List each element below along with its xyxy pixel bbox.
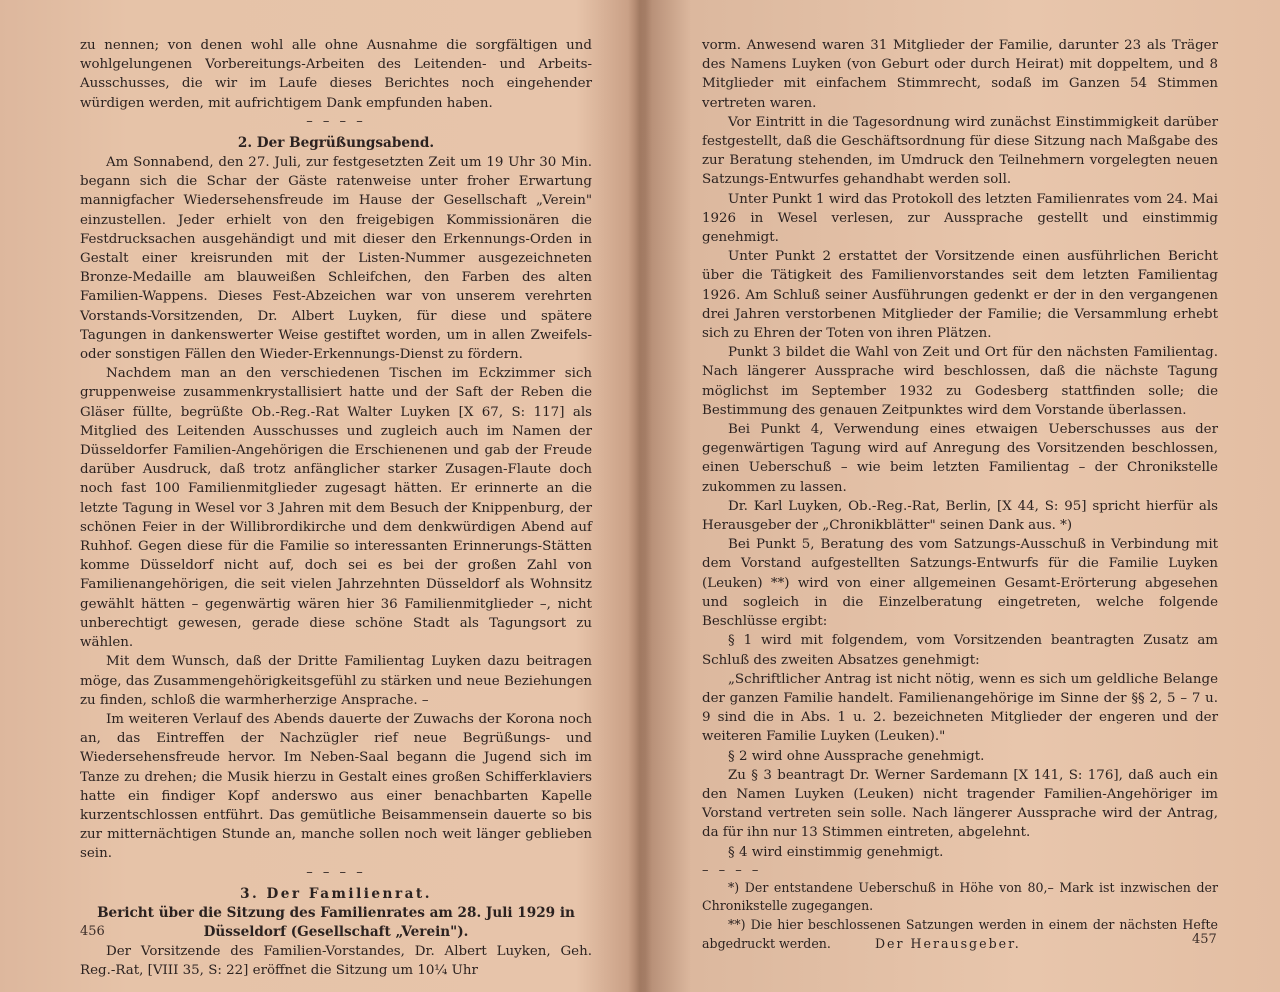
- paragraph: Vor Eintritt in die Tagesordnung wird zunächst Einstimmigkeit darüber festgestellt, daß die Geschäftsordnung für diese Sitzung nach Maßgabe des zur Beratung stehenden, im Umdruck den Teilnehmern vorgelegten neuen Satzungs-Entwurfes gehandhabt werden soll.: [702, 114, 1218, 188]
- left-page: [80, 36, 592, 981]
- paragraph: Zu § 3 beantragt Dr. Werner Sardemann [X 141, S: 176], daß auch ein den Namen Luyken (Leuken) nicht tragender Familien-Angehöriger im Vorstand vertreten sein solle. Nach längerer Aussprache wird der Antrag, da für ihn nur 13 Stimmen eintreten, abgelehnt.: [702, 767, 1218, 841]
- footnote-separator: – – – –: [702, 862, 762, 878]
- paragraph: Der Vorsitzende des Familien-Vorstandes, Dr. Albert Luyken, Geh. Reg.-Rat, [VIII 35, S: 22] eröffnet die Sitzung um 10¼ Uhr: [80, 944, 592, 979]
- signature: Der Herausgeber.: [874, 935, 1021, 951]
- paragraph: Unter Punkt 2 erstattet der Vorsitzende einen ausführlichen Bericht über die Tätigkeit des Familienvorstandes seit dem letzten Familientag 1926. Am Schluß seiner Ausführungen gedenkt er der in den vergangenen drei Jahren verstorbenen Mitglieder der Familie; die Versammlung erhebt sich zu Ehren der Toten von ihren Plätzen.: [702, 249, 1218, 342]
- paragraph: Unter Punkt 1 wird das Protokoll des letzten Familienrates vom 24. Mai 1926 in Wesel verlesen, zur Aussprache gestellt und einstimmig genehmigt.: [702, 191, 1218, 246]
- section-separator: – – – –: [306, 864, 366, 880]
- paragraph: Im weiteren Verlauf des Abends dauerte der Zuwachs der Korona noch an, das Eintreffen der Nachzügler rief neue Begrüßungs- und Wiedersehensfreude hervor. Im Neben-Saal begann die Jugend sich im Tanze zu drehen; die Musik hierzu in Gestalt eines großen Schifferklaviers hatte ein findiger Kopf anderswo aus einer benachbarten Kapelle kurzentschlossen entführt. Das gemütliche Beisammensein dauerte so bis zur mitternächtigen Stunde an, manche sollen noch weit länger geblieben sein.: [80, 711, 592, 862]
- footnote: *) Der entstandene Ueberschuß in Höhe von 80,– Mark ist inzwischen der Chronikstelle zugegangen.: [702, 879, 1218, 914]
- paragraph: § 2 wird ohne Aussprache genehmigt.: [728, 748, 985, 764]
- paragraph: Nachdem man an den verschiedenen Tischen im Eckzimmer sich gruppenweise zusammenkrystallisiert hatte und der Saft der Reben die Gläser füllte, begrüßte Ob.-Reg.-Rat Walter Luyken [X 67, S: 117] als Mitglied des Leitenden Ausschusses und zugleich auch im Namen der Düsseldorfer Familien-Angehörigen die Erschienenen und gab der Freude darüber Ausdruck, daß trotz anfänglicher starker Zusagen-Flaute doch noch fast 100 Familienmitglieder zugesagt hätten. Er erinnerte an die letzte Tagung in Wesel vor 3 Jahren mit dem Besuch der Knippenburg, der schönen Feier in der Willibrordikirche und dem denkwürdigen Abend auf Ruhhof. Gegen diese für die Familie so interessanten Erinnerungs-Stätten komme Düsseldorf nicht auf, doch sei es bei der großen Zahl von Familienangehörigen, die seit vielen Jahrzehnten Düsseldorf als Wohnsitz gewählt hätten – gegenwärtig wären hier 36 Familienmitglieder –, nicht unberechtigt gewesen, gerade diese schöne Stadt als Tagungsort zu wählen.: [80, 366, 592, 651]
- paragraph: Dr. Karl Luyken, Ob.-Reg.-Rat, Berlin, [X 44, S: 95] spricht hierfür als Herausgeber der „Chronikblätter" seinen Dank aus. *): [702, 498, 1218, 534]
- page-number: 456: [80, 924, 105, 939]
- footnote: [702, 916, 1218, 953]
- paragraph: zu nennen; von denen wohl alle ohne Ausnahme die sorgfältigen und wohlgelungenen Vorbereitungs-Arbeiten des Leitenden- und Arbeits-Ausschusses, die wir im Laufe dieses Berichtes noch eingehender würdigen werden, mit aufrichtigem Dank empfunden haben.: [80, 38, 592, 111]
- book-gutter: [628, 0, 652, 992]
- paragraph: Mit dem Wunsch, daß der Dritte Familientag Luyken dazu beitragen möge, das Zusammengehörigkeitsgefühl zu stärken und neue Beziehungen zu finden, schloß die warmherherzige Ansprache. –: [80, 654, 592, 708]
- footnote-text: **) Die hier beschlossenen Satzungen werden in einem der nächsten Hefte abgedruckt werden.: [702, 916, 1218, 951]
- paragraph: Punkt 3 bildet die Wahl von Zeit und Ort für den nächsten Familientag. Nach längerer Aussprache wird beschlossen, daß die nächste Tagung möglichst im September 1932 zu Godesberg stattfinden solle; die Bestimmung des genauen Zeitpunktes wird dem Vorstande überlassen.: [702, 345, 1218, 418]
- paragraph: § 4 wird einstimmig genehmigt.: [728, 844, 944, 860]
- paragraph: vorm. Anwesend waren 31 Mitglieder der Familie, darunter 23 als Träger des Namens Luyken (von Geburt oder durch Heirat) mit doppeltem, und 8 Mitglieder mit einfachem Stimmrecht, sodaß im Ganzen 54 Stimmen vertreten waren.: [702, 38, 1218, 111]
- section-heading: 3. Der Familienrat.: [240, 885, 432, 902]
- right-page: [702, 36, 1218, 953]
- section-heading: 2. Der Begrüßungsabend.: [237, 134, 435, 151]
- section-subheading: Bericht über die Sitzung des Familienrates am 28. Juli 1929 in Düsseldorf (Gesellschaft „Verein").: [97, 904, 575, 940]
- paragraph: Am Sonnabend, den 27. Juli, zur festgesetzten Zeit um 19 Uhr 30 Min. begann sich die Schar der Gäste ratenweise unter froher Erwartung mannigfacher Wiedersehensfreude im Hause der Gesellschaft „Verein" einzustellen. Jeder erhielt von den freigebigen Kommissionären die Festdrucksachen ausgehändigt und mit dieser den Erkennungs-Orden in Gestalt einer kreisrunden mit der Listen-Nummer ausgezeichneten Bronze-Medaille am blauweißen Schleifchen, den Farben des alten Familien-Wappens. Dieses Fest-Abzeichen war von unserem verehrten Vorstands-Vorsitzenden, Dr. Albert Luyken, für diese und spätere Tagungen in dankenswerter Weise gestiftet worden, um in allen Zweifels- oder sonstigen Fällen den Wieder-Erkennungs-Dienst zu fördern.: [80, 155, 592, 363]
- page-number: 457: [1192, 932, 1217, 947]
- quotation: „Schriftlicher Antrag ist nicht nötig, wenn es sich um geldliche Belange der ganzen Familie handelt. Familienangehörige im Sinne der §§ 2, 5 – 7 u. 9 sind die in Abs. 1 u. 2. bezeichneten Mitglieder der engeren und der weiteren Familie Luyken (Leuken).": [702, 671, 1218, 745]
- section-separator: – – – –: [306, 113, 366, 129]
- paragraph: § 1 wird mit folgendem, vom Vorsitzenden beantragten Zusatz am Schluß des zweiten Absatzes genehmigt:: [702, 633, 1218, 668]
- paragraph: Bei Punkt 4, Verwendung eines etwaigen Ueberschusses aus der gegenwärtigen Tagung wird auf Anregung des Vorsitzenden beschlossen, einen Ueberschuß – wie beim letzten Familientag – der Chronikstelle zukommen zu lassen.: [702, 422, 1218, 495]
- paragraph: Bei Punkt 5, Beratung des vom Satzungs-Ausschuß in Verbindung mit dem Vorstand aufgestellten Satzungs-Entwurfs für die Familie Luyken (Leuken) **) wird von einer allgemeinen Gesamt-Erörterung abgesehen und sogleich in die Einzelberatung eingetreten, welche folgende Beschlüsse ergibt:: [702, 537, 1218, 630]
